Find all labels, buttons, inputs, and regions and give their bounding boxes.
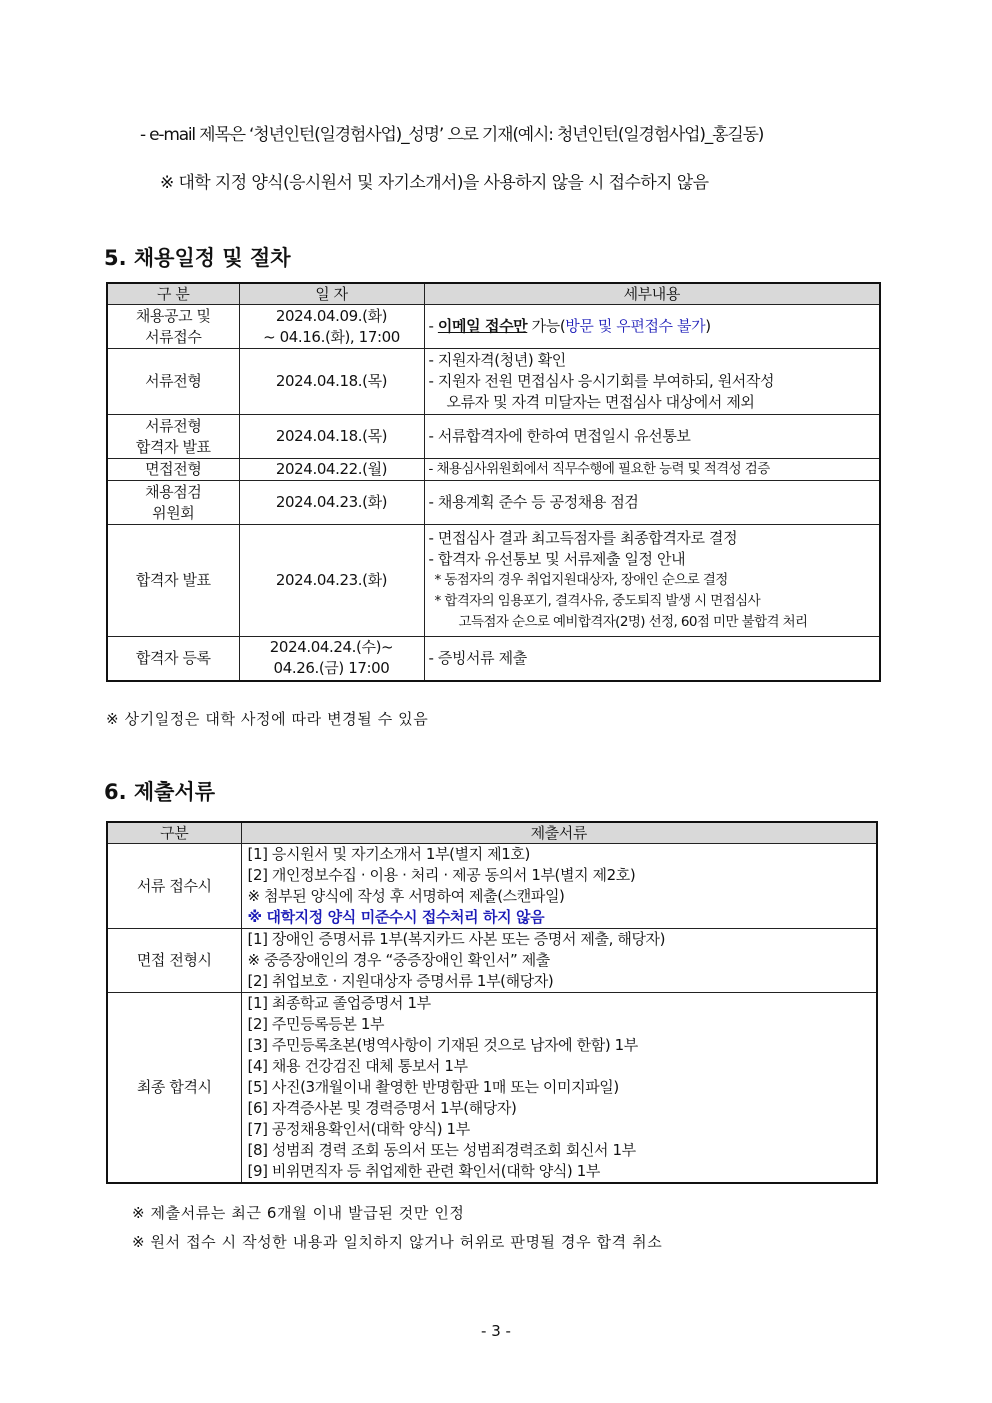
list-item: [1] 장애인 증명서류 1부(복지카드 사본 또는 증명서 제출, 해당자)	[247, 930, 666, 948]
list-item: [1] 응시원서 및 자기소개서 1부(별지 제1호)	[247, 845, 530, 863]
date-cell: 2024.04.18.(목)	[239, 349, 424, 415]
category-cell: 면접 전형시	[107, 929, 241, 993]
detail-cell: - 채용계획 준수 등 공정채용 점검	[424, 481, 880, 525]
table-row	[107, 993, 877, 1184]
documents-header-documents: 제출서류	[241, 822, 877, 844]
list-item: [2] 개인정보수집 · 이용 · 처리 · 제공 동의서 1부(별지 제2호)	[247, 866, 636, 884]
list-item: [6] 자격증사본 및 경력증명서 1부(해당자)	[247, 1099, 517, 1117]
list-item: [1] 최종학교 졸업증명서 1부	[247, 994, 431, 1012]
table-row	[107, 459, 880, 481]
detail-cell: - 면접심사 결과 최고득점자를 최종합격자로 결정 - 합격자 유선통보 및 서류제출 일정 안내 * 동점자의 경우 취업지원대상자, 장애인 순으로 결정 * 합격자의 임용포기, 결격사유, 중도퇴직 발생 시 면접심사 고득점자 순으로 예비합격자(2명) 선정, 60점 미만 불합격 처리	[424, 525, 880, 637]
schedule-note: ※ 상기일정은 대학 사정에 따라 변경될 수 있음	[106, 710, 429, 728]
date-cell: 2024.04.23.(화)	[239, 481, 424, 525]
stage-cell: 채용공고 및 서류접수	[107, 305, 239, 349]
documents-header-row	[107, 822, 877, 844]
stage-cell: 합격자 발표	[107, 525, 239, 637]
table-row	[107, 844, 877, 929]
documents-cell	[241, 993, 877, 1184]
schedule-header-detail: 세부내용	[424, 283, 880, 305]
email-subject-instruction: - e-mail 제목은 ‘청년인턴(일경험사업)_성명’ 으로 기재(예시: 청년인턴(일경험사업)_홍길동)	[140, 125, 764, 145]
schedule-header-row	[107, 283, 880, 305]
documents-header-category: 구분	[107, 822, 241, 844]
documents-cell	[241, 929, 877, 993]
detail-cell: - 이메일 접수만 가능(방문 및 우편접수 불가)	[424, 305, 880, 349]
table-row	[107, 481, 880, 525]
list-item: [8] 성범죄 경력 조회 동의서 또는 성범죄경력조회 회신서 1부	[247, 1141, 636, 1159]
email-only-text: 이메일 접수만	[437, 317, 528, 335]
table-row	[107, 525, 880, 637]
schedule-header-date: 일 자	[239, 283, 424, 305]
list-item: ※ 중증장애인의 경우 “중증장애인 확인서” 제출	[247, 951, 550, 969]
stage-cell: 면접전형	[107, 459, 239, 481]
form-compliance-warning: ※ 대학지정 양식 미준수시 접수처리 하지 않음	[247, 908, 545, 926]
list-item: [7] 공정채용확인서(대학 양식) 1부	[247, 1120, 470, 1138]
list-item: [2] 주민등록등본 1부	[247, 1015, 385, 1033]
category-cell: 최종 합격시	[107, 993, 241, 1184]
list-item: [5] 사진(3개월이내 촬영한 반명함판 1매 또는 이미지파일)	[247, 1078, 619, 1096]
date-cell: 2024.04.09.(화) ~ 04.16.(화), 17:00	[239, 305, 424, 349]
documents-cell	[241, 844, 877, 929]
list-item: [3] 주민등록초본(병역사항이 기재된 것으로 남자에 한함) 1부	[247, 1036, 638, 1054]
table-row	[107, 637, 880, 681]
schedule-header-stage: 구 분	[107, 283, 239, 305]
list-item: [2] 취업보호 · 지원대상자 증명서류 1부(해당자)	[247, 972, 554, 990]
documents-note-validity: ※ 제출서류는 최근 6개월 이내 발급된 것만 인정	[132, 1204, 465, 1222]
date-cell: 2024.04.23.(화)	[239, 525, 424, 637]
detail-cell: - 지원자격(청년) 확인 - 지원자 전원 면접심사 응시기회를 부여하되, 원서작성 오류자 및 자격 미달자는 면접심사 대상에서 제외	[424, 349, 880, 415]
documents-table	[106, 821, 878, 1184]
table-row	[107, 929, 877, 993]
detail-cell: - 채용심사위원회에서 직무수행에 필요한 능력 및 적격성 검증	[424, 459, 880, 481]
table-row	[107, 305, 880, 349]
schedule-table	[106, 282, 881, 682]
page-number: - 3 -	[481, 1322, 511, 1340]
category-cell: 서류 접수시	[107, 844, 241, 929]
date-cell: 2024.04.18.(목)	[239, 415, 424, 459]
documents-note-cancellation: ※ 원서 접수 시 작성한 내용과 일치하지 않거나 허위로 판명될 경우 합격 취소	[132, 1233, 663, 1251]
list-item: [4] 채용 건강검진 대체 통보서 1부	[247, 1057, 468, 1075]
list-item: [9] 비위면직자 등 취업제한 관련 확인서(대학 양식) 1부	[247, 1162, 600, 1180]
section-5-title: 5. 채용일정 및 절차	[104, 246, 291, 270]
no-visit-mail-text: 방문 및 우편접수 불가	[565, 317, 706, 335]
stage-cell: 서류전형	[107, 349, 239, 415]
table-row	[107, 415, 880, 459]
date-cell: 2024.04.22.(월)	[239, 459, 424, 481]
table-row	[107, 349, 880, 415]
date-cell: 2024.04.24.(수)~ 04.26.(금) 17:00	[239, 637, 424, 681]
detail-cell: - 서류합격자에 한하여 면접일시 유선통보	[424, 415, 880, 459]
detail-cell: - 증빙서류 제출	[424, 637, 880, 681]
stage-cell: 합격자 등록	[107, 637, 239, 681]
form-notice: ※ 대학 지정 양식(응시원서 및 자기소개서)을 사용하지 않을 시 접수하지 않음	[160, 173, 709, 193]
section-6-title: 6. 제출서류	[104, 780, 216, 804]
stage-cell: 서류전형 합격자 발표	[107, 415, 239, 459]
stage-cell: 채용점검 위원회	[107, 481, 239, 525]
list-item: ※ 첨부된 양식에 작성 후 서명하여 제출(스캔파일)	[247, 887, 565, 905]
